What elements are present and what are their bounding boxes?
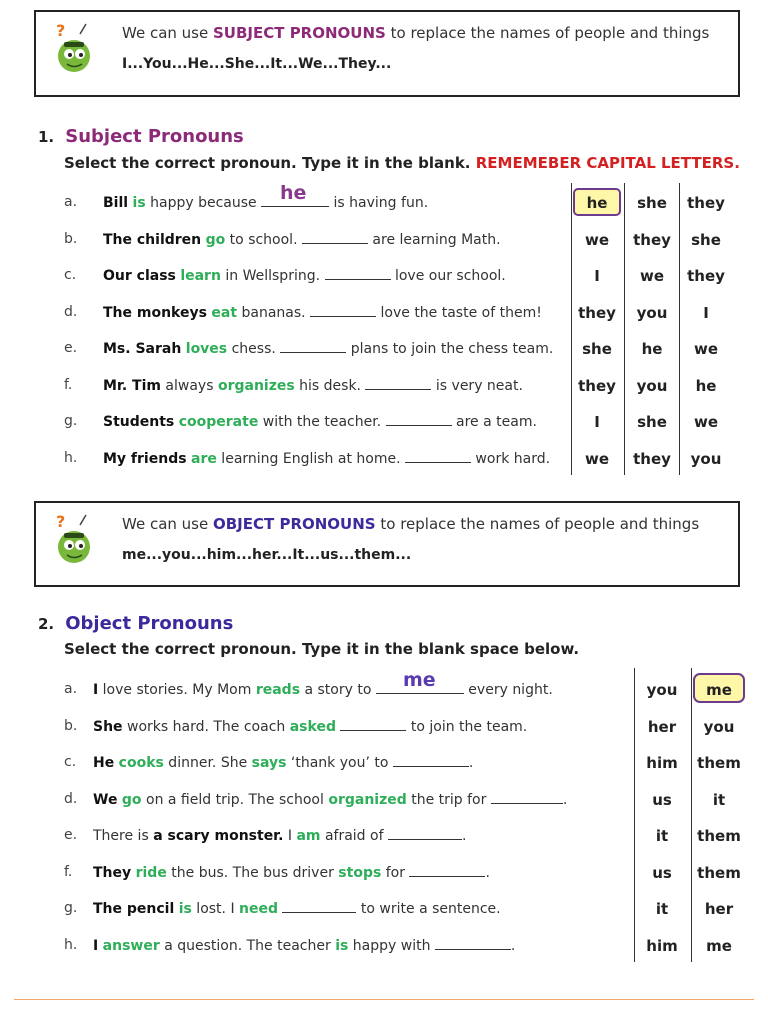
answer-blank[interactable] xyxy=(388,827,462,840)
row-letter: d. xyxy=(64,303,78,320)
answer-blank[interactable] xyxy=(282,900,356,913)
pronoun-option[interactable]: you xyxy=(690,449,722,468)
sentence-text: are a team. xyxy=(451,414,537,430)
sentence-text: afraid of xyxy=(320,828,388,844)
answer-blank[interactable] xyxy=(280,340,346,353)
sentence-text: . xyxy=(461,828,467,844)
sentence-text: bananas. xyxy=(237,304,311,321)
exercise-row xyxy=(0,864,768,888)
sentence xyxy=(103,194,428,211)
sentence-text: the trip for xyxy=(406,791,491,808)
sentence xyxy=(93,827,466,844)
option-column-divider xyxy=(634,668,635,962)
answer-blank[interactable] xyxy=(340,718,406,731)
subject-noun: Bill xyxy=(103,195,129,211)
subject-pronoun-info-box xyxy=(34,10,740,97)
verb-highlight: eat xyxy=(211,304,238,321)
sentence-bold: I xyxy=(93,937,99,954)
subject-noun: The children xyxy=(103,231,202,248)
exercise-row xyxy=(0,669,768,705)
sentence-text: love stories. My Mom xyxy=(98,682,256,698)
section-1-instruction: Select the correct pronoun. Type it in the blank. REMEMEBER CAPITAL LETTERS. xyxy=(64,154,740,172)
pronoun-option[interactable]: we xyxy=(584,449,610,468)
verb-highlight: go xyxy=(121,791,142,808)
sentence xyxy=(103,231,501,248)
green-question-mascot-icon xyxy=(50,511,98,567)
pronoun-option[interactable]: we xyxy=(693,413,719,431)
sentence-bold: The pencil xyxy=(93,901,175,917)
option-column-divider xyxy=(691,668,692,962)
verb-highlight: ride xyxy=(135,864,167,881)
pronoun-option[interactable]: they xyxy=(687,267,725,285)
sentence-text: works hard. The coach xyxy=(122,718,290,735)
verb-highlight: go xyxy=(205,231,226,248)
pronoun-option[interactable]: they xyxy=(633,449,671,468)
sentence xyxy=(103,304,542,321)
pronoun-option[interactable]: you xyxy=(636,376,668,395)
sentence-text: in Wellspring. xyxy=(220,268,325,284)
row-letter: e. xyxy=(64,340,78,356)
sentence-text: . xyxy=(485,864,490,881)
sentence xyxy=(103,267,506,284)
sentence-text: ‘thank you’ to xyxy=(286,755,393,771)
sentence-text: love our school. xyxy=(390,268,506,284)
sentence-text: a story to xyxy=(300,682,376,698)
pronoun-option[interactable]: them xyxy=(697,754,741,772)
sentence-text: every night. xyxy=(463,682,553,698)
sentence-text: . xyxy=(468,755,474,771)
sentence-text: happy with xyxy=(348,937,435,954)
sentence xyxy=(103,377,523,394)
sentence xyxy=(103,340,553,357)
subject-noun: Our class xyxy=(103,268,176,284)
sentence-text: for xyxy=(381,864,410,881)
row-letter: a. xyxy=(64,681,78,697)
pronoun-option[interactable]: she xyxy=(637,194,667,212)
verb-highlight: is xyxy=(178,901,192,917)
sentence-text: learning English at home. xyxy=(216,450,405,467)
subject-noun: The monkeys xyxy=(103,304,207,321)
exercise-row xyxy=(0,267,768,291)
section-2-instruction: Select the correct pronoun. Type it in the blank space below. xyxy=(64,640,580,658)
svg-text:?: ? xyxy=(56,21,66,40)
option-column-divider xyxy=(624,183,625,475)
sentence xyxy=(93,937,515,954)
verb-highlight: answer xyxy=(102,937,160,954)
row-letter: c. xyxy=(64,267,77,283)
sentence-text: to join the team. xyxy=(406,718,528,735)
pronoun-option[interactable]: she xyxy=(582,340,612,358)
pronoun-option[interactable]: you xyxy=(646,681,678,699)
sentence-text: to school. xyxy=(225,231,302,248)
subject-noun: Mr. Tim xyxy=(103,377,161,394)
sentence-text: plans to join the chess team. xyxy=(346,341,554,357)
row-letter: g. xyxy=(64,900,78,916)
pronoun-option[interactable]: they xyxy=(633,230,671,249)
pronoun-option[interactable]: you xyxy=(703,717,735,736)
exercise-row xyxy=(0,340,768,364)
exercise-row xyxy=(0,377,768,401)
subject-noun: My friends xyxy=(103,450,187,467)
answer-blank[interactable] xyxy=(310,304,376,317)
pronoun-option[interactable]: she xyxy=(637,413,667,431)
pronoun-option[interactable]: him xyxy=(646,754,678,772)
pronoun-option[interactable]: they xyxy=(578,303,616,322)
exercise-row xyxy=(0,827,768,851)
exercise-row xyxy=(0,791,768,815)
verb-highlight: cooks xyxy=(118,755,164,771)
row-letter: f. xyxy=(64,376,73,393)
row-letter: h. xyxy=(64,449,78,466)
sentence-text: There is xyxy=(93,828,154,844)
sentence-text: is having fun. xyxy=(329,195,429,211)
pronoun-option[interactable]: he xyxy=(641,340,663,358)
exercise-row xyxy=(0,937,768,961)
pronoun-option[interactable]: you xyxy=(636,303,668,322)
section-2-title: 2. Object Pronouns xyxy=(38,613,234,634)
typed-answer: he xyxy=(280,182,307,204)
row-letter: e. xyxy=(64,827,78,843)
verb-highlight: organized xyxy=(328,791,407,808)
sentence xyxy=(93,900,501,917)
sentence xyxy=(93,718,527,735)
object-pronoun-info-box xyxy=(34,501,740,587)
answer-blank[interactable] xyxy=(491,791,563,804)
sentence-bold: She xyxy=(93,718,123,735)
verb-highlight: reads xyxy=(255,682,301,698)
sentence xyxy=(93,754,473,771)
answer-blank[interactable] xyxy=(325,267,391,280)
answer-blank[interactable] xyxy=(435,937,511,950)
sentence-bold: He xyxy=(93,755,115,771)
svg-text:?: ? xyxy=(56,512,66,531)
sentence-text: chess. xyxy=(227,341,281,357)
row-letter: b. xyxy=(64,717,78,734)
option-column-divider xyxy=(571,183,572,475)
sentence-text: the bus. The bus driver xyxy=(166,864,339,881)
row-letter: f. xyxy=(64,863,73,880)
verb-highlight: need xyxy=(239,901,279,917)
verb-highlight: asked xyxy=(289,718,336,735)
row-letter: d. xyxy=(64,790,78,807)
row-letter: h. xyxy=(64,936,78,953)
row-letter: c. xyxy=(64,754,77,770)
pronoun-option[interactable]: us xyxy=(652,863,672,882)
sentence-text: his desk. xyxy=(294,377,366,394)
row-letter: a. xyxy=(64,194,78,210)
typed-answer: me xyxy=(403,669,436,691)
sentence-text: with the teacher. xyxy=(258,414,386,430)
answer-blank[interactable] xyxy=(302,231,368,244)
sentence-text: a question. The teacher xyxy=(159,937,336,954)
exercise-row xyxy=(0,304,768,328)
pronoun-option[interactable]: they xyxy=(578,376,616,395)
sentence-text: happy because xyxy=(145,195,262,211)
sentence-text: . xyxy=(562,791,568,808)
pronoun-option[interactable]: it xyxy=(655,900,669,918)
row-letter: g. xyxy=(64,413,78,429)
sentence-text: on a field trip. The school xyxy=(141,791,329,808)
pronoun-option[interactable]: we xyxy=(584,230,610,249)
answer-blank[interactable] xyxy=(405,450,471,463)
pronoun-option[interactable]: they xyxy=(687,194,725,212)
verb-highlight: are xyxy=(191,450,217,467)
sentence-text: work hard. xyxy=(470,450,551,467)
pronoun-list: me...you...him...her...It...us...them... xyxy=(122,547,412,563)
sentence-bold: They xyxy=(93,864,132,881)
answer-blank[interactable] xyxy=(393,754,469,767)
sentence xyxy=(93,864,490,881)
sentence-bold: a scary monster. xyxy=(153,828,284,844)
verb-highlight: cooperate xyxy=(178,414,259,430)
pronoun-option[interactable]: them xyxy=(697,863,741,882)
sentence xyxy=(103,450,550,467)
sentence-text: love the taste of them! xyxy=(376,304,542,321)
exercise-row xyxy=(0,718,768,742)
exercise-row xyxy=(0,900,768,924)
pronoun-option[interactable]: him xyxy=(646,936,678,955)
subject-noun: Ms. Sarah xyxy=(103,341,182,357)
pronoun-option[interactable]: it xyxy=(712,790,726,809)
sentence-text: are learning Math. xyxy=(367,231,501,248)
pronoun-option[interactable]: them xyxy=(697,827,741,845)
sentence-text: is very neat. xyxy=(431,377,523,394)
sentence-bold: We xyxy=(93,791,118,808)
pronoun-option[interactable]: I xyxy=(703,303,709,322)
verb-highlight: is xyxy=(335,937,349,954)
verb-highlight: organizes xyxy=(217,377,295,394)
sentence-text: to write a sentence. xyxy=(356,901,501,917)
sentence xyxy=(103,413,537,430)
sentence-text: I xyxy=(283,828,297,844)
pronoun-option[interactable]: her xyxy=(647,717,677,736)
pronoun-option[interactable]: I xyxy=(594,413,600,431)
exercise-row xyxy=(0,450,768,474)
footer-divider xyxy=(14,999,754,1000)
sentence-bold: I xyxy=(93,682,99,698)
row-letter: b. xyxy=(64,230,78,247)
exercise-row xyxy=(0,754,768,778)
verb-highlight: am xyxy=(296,828,321,844)
exercise-row xyxy=(0,182,768,218)
info-line: We can use SUBJECT PRONOUNS to replace the names of people and things xyxy=(122,24,710,42)
pronoun-option[interactable]: we xyxy=(639,267,665,285)
pronoun-option[interactable]: he xyxy=(695,376,717,395)
sentence xyxy=(93,791,567,808)
section-1-title: 1. Subject Pronouns xyxy=(38,126,244,147)
sentence-text: dinner. She xyxy=(163,755,252,771)
pronoun-option[interactable]: it xyxy=(655,827,669,845)
pronoun-option[interactable]: she xyxy=(691,230,721,249)
sentence-text: always xyxy=(160,377,214,394)
option-column-divider xyxy=(679,183,680,475)
subject-noun: Students xyxy=(103,414,175,430)
exercise-row xyxy=(0,413,768,437)
exercise-row xyxy=(0,231,768,255)
verb-highlight: learn xyxy=(180,268,221,284)
sentence-text: lost. I xyxy=(191,901,240,917)
answer-blank[interactable] xyxy=(409,864,485,877)
verb-highlight: stops xyxy=(338,864,382,881)
verb-highlight: loves xyxy=(185,341,228,357)
verb-highlight: says xyxy=(251,755,287,771)
verb-highlight: is xyxy=(132,195,146,211)
info-line: We can use OBJECT PRONOUNS to replace the names of people and things xyxy=(122,515,700,533)
pronoun-option[interactable]: me xyxy=(706,936,732,955)
answer-blank[interactable] xyxy=(386,413,452,426)
pronoun-option[interactable]: we xyxy=(693,340,719,358)
pronoun-option[interactable]: he xyxy=(586,194,608,212)
pronoun-list: I...You...He...She...It...We...They... xyxy=(122,56,392,72)
pronoun-option[interactable]: I xyxy=(594,267,600,285)
sentence xyxy=(93,681,553,698)
sentence-text: . xyxy=(510,937,516,954)
pronoun-option[interactable]: us xyxy=(652,790,672,809)
answer-blank[interactable] xyxy=(365,377,431,390)
pronoun-option[interactable]: me xyxy=(706,681,732,699)
pronoun-option[interactable]: her xyxy=(704,900,734,918)
green-question-mascot-icon xyxy=(50,20,98,76)
